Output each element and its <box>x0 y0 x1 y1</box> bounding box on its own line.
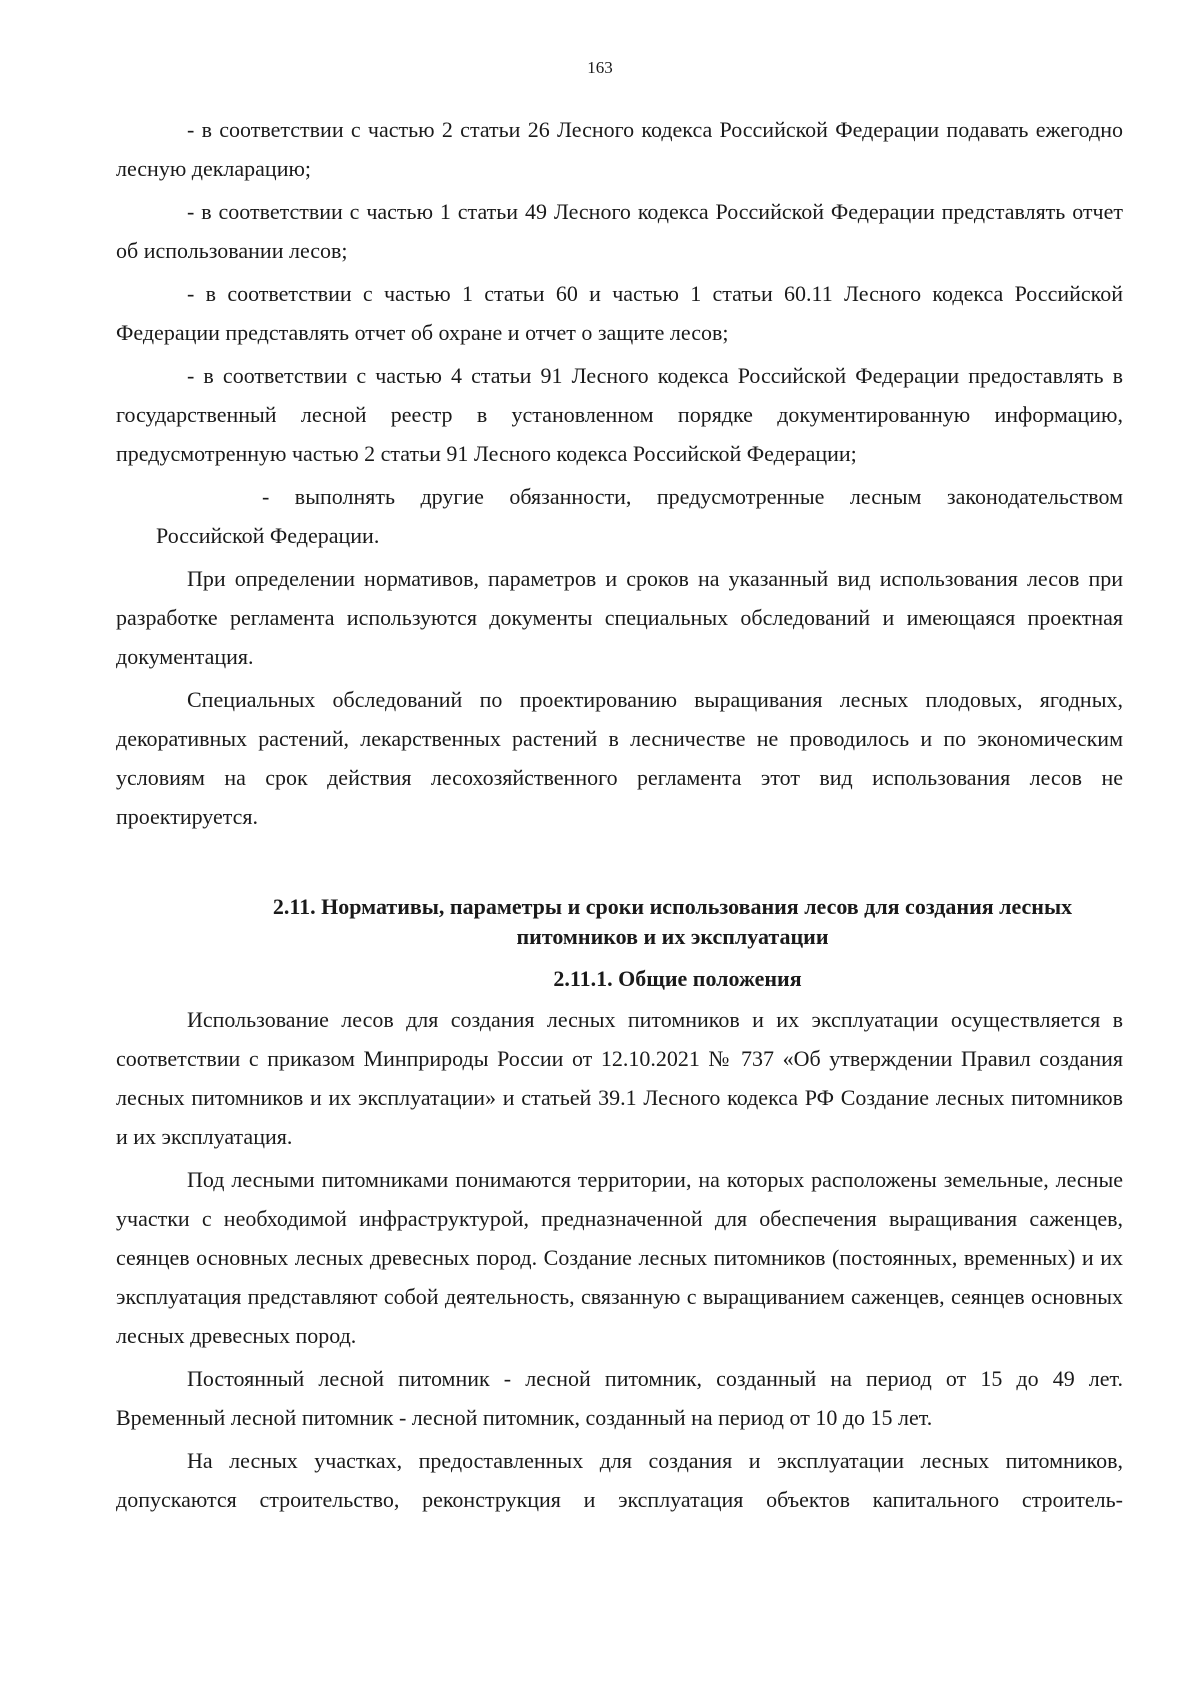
paragraph-special-surveys: Специальных обследований по проектированию выращивания лесных плодовых, ягодных, декоративных растений, лекарственных растений в лесничестве не проводилось и по экономическим условиям на срок действия лесохозяйственного регламента этот вид использования лесов не проектируется. <box>116 687 1123 829</box>
page-number: 163 <box>587 58 613 77</box>
paragraph-nursery-legal-basis: Использование лесов для создания лесных питомников и их эксплуатации осуществляется в соответствии с приказом Минприроды России от 12.10.2021 № 737 «Об утверждении Правил создания лесных питомников и их эксплуатации» и статьей 39.1 Лесного кодекса РФ Создание лесных питомников и их эксплуатация. <box>116 1007 1123 1149</box>
paragraph-obligation-declaration: - в соответствии с частью 2 статьи 26 Лесного кодекса Российской Федерации подавать ежегодно лесную декларацию; <box>116 117 1123 181</box>
obligation-other-line2: Российской Федерации. <box>156 523 380 548</box>
obligation-other-line1: - выполнять другие обязанности, предусмотренные лесным законодательством <box>262 484 1123 509</box>
section-gap <box>116 840 1123 892</box>
paragraph-obligation-forest-registry: - в соответствии с частью 4 статьи 91 Лесного кодекса Российской Федерации предоставлять в государственный лесной реестр в установленном порядке документированную информацию, предусмотренную частью 2 статьи 91 Лесного кодекса Российской Федерации; <box>116 363 1123 466</box>
document-body <box>116 110 1123 1523</box>
paragraph-obligation-usage-report: - в соответствии с частью 1 статьи 49 Лесного кодекса Российской Федерации представлять отчет об использовании лесов; <box>116 199 1123 263</box>
subsection-title: 2.11.1. Общие положения <box>553 966 802 991</box>
section-title: 2.11. Нормативы, параметры и сроки использования лесов для создания лесных питомников и их эксплуатации <box>272 894 1073 949</box>
paragraph-nursery-definition: Под лесными питомниками понимаются территории, на которых расположены земельные, лесные участки с необходимой инфраструктурой, предназначенной для обеспечения выращивания саженцев, сеянцев основных лесных древесных пород. Создание лесных питомников (постоянных, временных) и их эксплуатация представляют собой деятельность, связанную с выращиванием саженцев, сеянцев основных лесных древесных пород. <box>116 1167 1123 1348</box>
paragraph-obligation-other <box>116 477 1123 555</box>
paragraph-nursery-construction: На лесных участках, предоставленных для создания и эксплуатации лесных питомников, допускаются строительство, реконструкция и эксплуатация объектов капитального строитель- <box>116 1448 1123 1512</box>
paragraph-obligation-protection-report: - в соответствии с частью 1 статьи 60 и частью 1 статьи 60.11 Лесного кодекса Российской Федерации представлять отчет об охране и отчет о защите лесов; <box>116 281 1123 345</box>
paragraph-normatives-determination: При определении нормативов, параметров и сроков на указанный вид использования лесов при разработке регламента используются документы специальных обследований и имеющаяся проектная документация. <box>116 566 1123 669</box>
paragraph-nursery-terms: Постоянный лесной питомник - лесной питомник, созданный на период от 15 до 49 лет. Временный лесной питомник - лесной питомник, созданный на период от 10 до 15 лет. <box>116 1366 1123 1430</box>
